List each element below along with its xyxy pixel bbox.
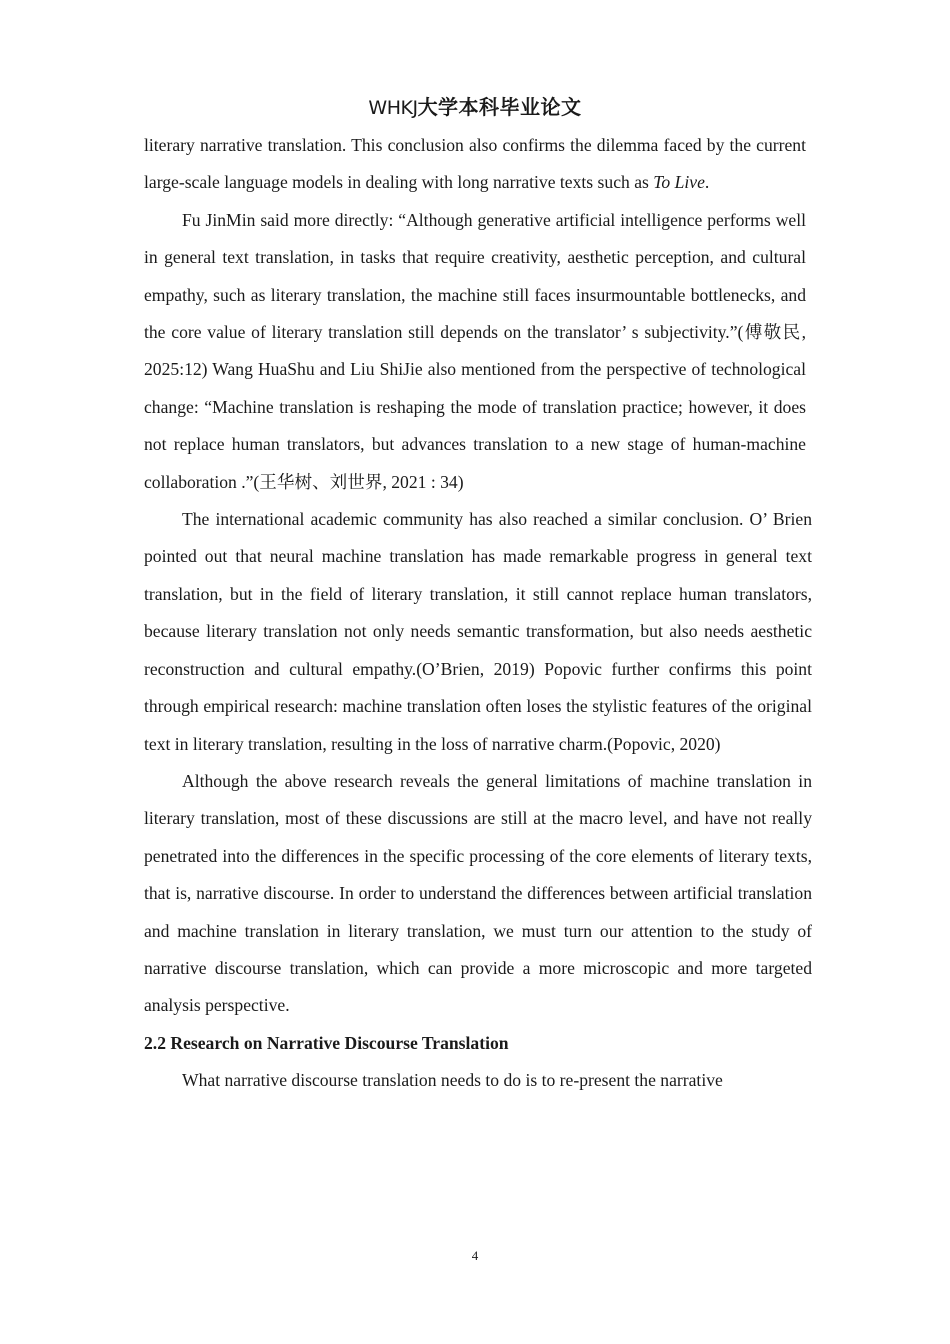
page-body xyxy=(144,127,812,1100)
section-heading: 2.2 Research on Narrative Discourse Translation xyxy=(144,1032,509,1053)
paragraph-text: . xyxy=(704,172,710,193)
paragraph-continued xyxy=(144,127,806,202)
header-title-latin: WHKJ xyxy=(368,97,418,119)
paragraph: Although the above research reveals the general limitations of machine translation in literary translation, most of these discussions are still at the macro level, and have not really penetrated into the differences in the specific processing of the core elements of literary texts, that is, narrative discourse. In order to understand the differences between artificial translation and machine translation in literary translation, we must turn our attention to the study of narrative discourse translation, which can provide a more microscopic and more targeted analysis perspective. xyxy=(144,770,812,1016)
header-title-cjk: 大学本科毕业论文 xyxy=(417,95,582,119)
paragraph: What narrative discourse translation needs to do is to re-present the narrative xyxy=(182,1070,723,1091)
book-title: To Live xyxy=(653,172,705,193)
running-header xyxy=(0,92,950,123)
paragraph: The international academic community has also reached a similar conclusion. O’ Brien pointed out that neural machine translation has made remarkable progress in general text translation, but in the field of literary translation, it still cannot replace human translators, because literary translation not only needs semantic transformation, but also needs aesthetic reconstruction and cultural empathy.(O’Brien, 2019) Popovic further confirms this point through empirical research: machine translation often loses the stylistic features of the original text in literary translation, resulting in the loss of narrative charm.(Popovic, 2020) xyxy=(144,509,812,754)
page-number: 4 xyxy=(471,1248,479,1263)
paragraph: Fu JinMin said more directly: “Although generative artificial intelligence performs well in general text translation, in tasks that require creativity, aesthetic perception, and cultural empathy, such as literary translation, the machine still faces insurmountable bottlenecks, and the core value of literary translation still depends on the translator’ s subjectivity.”(傅敬民, 2025:12) Wang HuaShu and Liu ShiJie also mentioned from the perspective of technological change: “Machine translation is reshaping the mode of translation practice; however, it does not replace human translators, but advances translation to a new stage of human-machine collaboration .”(王华树、刘世界, 2021 : 34) xyxy=(144,209,806,492)
paragraph-text: literary narrative translation. This conclusion also confirms the dilemma faced by the current large-scale language models in dealing with long narrative texts such as xyxy=(144,135,806,193)
